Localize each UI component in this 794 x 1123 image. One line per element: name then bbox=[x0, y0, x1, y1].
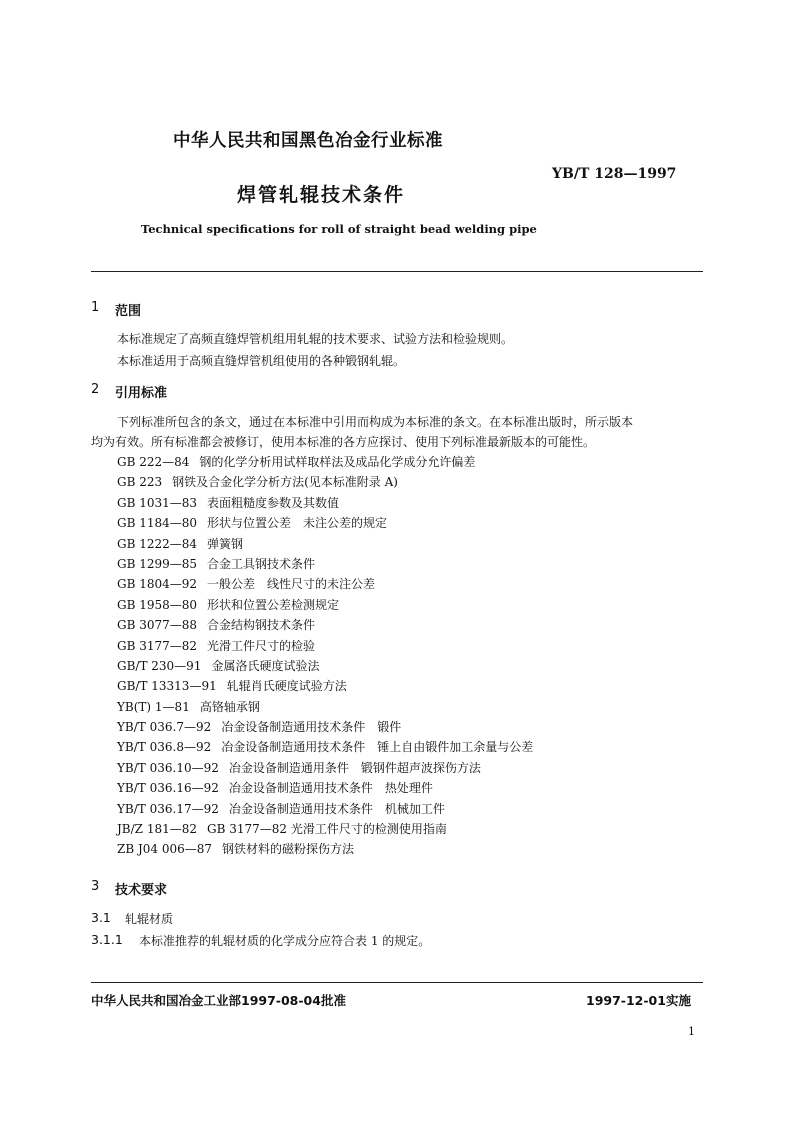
section-1-paragraph-1: 本标准规定了高频直缝焊管机组用轧辊的技术要求、试验方法和检验规则。 bbox=[117, 332, 514, 346]
reference-item bbox=[117, 697, 533, 717]
reference-code: GB 1031—83 bbox=[117, 495, 198, 510]
reference-title: 冶金设备制造通用技术条件 锻件 bbox=[221, 720, 402, 735]
reference-code: YB/T 036.17—92 bbox=[117, 801, 219, 816]
reference-item bbox=[117, 839, 533, 859]
page-number: 1 bbox=[688, 1025, 695, 1038]
reference-code: GB 1184—80 bbox=[117, 516, 198, 531]
reference-title: GB 3177—82 光滑工件尺寸的检测使用指南 bbox=[207, 822, 447, 837]
reference-code: GB/T 13313—91 bbox=[117, 679, 217, 694]
section-1-number: 1 bbox=[91, 300, 100, 315]
reference-code: GB 1222—84 bbox=[117, 536, 198, 551]
english-title: Technical specifications for roll of straight bead welding pipe bbox=[141, 222, 537, 236]
reference-title: 合金结构钢技术条件 bbox=[207, 618, 316, 633]
effective-date: 1997-12-01实施 bbox=[586, 993, 691, 1008]
reference-code: YB/T 036.7—92 bbox=[117, 720, 212, 735]
reference-code: GB 3177—82 bbox=[117, 638, 198, 653]
reference-title: 形状与位置公差 未注公差的规定 bbox=[207, 516, 388, 531]
reference-code: JB/Z 181—82 bbox=[117, 822, 197, 837]
reference-item bbox=[117, 758, 533, 778]
standard-number: YB/T 128—1997 bbox=[552, 166, 677, 182]
section-2-heading: 引用标准 bbox=[115, 386, 168, 401]
reference-item bbox=[117, 472, 533, 492]
reference-code: GB 1958—80 bbox=[117, 597, 198, 612]
reference-title: 钢铁材料的磁粉探伤方法 bbox=[222, 842, 355, 857]
reference-title: 合金工具钢技术条件 bbox=[207, 556, 316, 571]
reference-title: 光滑工件尺寸的检验 bbox=[207, 638, 316, 653]
reference-item bbox=[117, 595, 533, 615]
header-divider bbox=[91, 271, 703, 272]
clause-3-1-1-text: 本标准推荐的轧辊材质的化学成分应符合表 1 的规定。 bbox=[139, 934, 431, 948]
section-3-number: 3 bbox=[91, 879, 100, 894]
reference-code: GB/T 230—91 bbox=[117, 658, 202, 673]
subsection-3-1-title: 轧辊材质 bbox=[125, 912, 174, 926]
subsection-3-1-number: 3.1 bbox=[91, 910, 111, 925]
reference-item bbox=[117, 799, 533, 819]
reference-code: YB/T 036.10—92 bbox=[117, 760, 219, 775]
clause-3-1-1-number: 3.1.1 bbox=[91, 932, 123, 947]
reference-item bbox=[117, 615, 533, 635]
reference-item bbox=[117, 493, 533, 513]
reference-code: GB 1299—85 bbox=[117, 556, 198, 571]
reference-code: YB/T 036.8—92 bbox=[117, 740, 212, 755]
footer-divider bbox=[91, 982, 703, 983]
normative-references-list bbox=[117, 452, 533, 860]
reference-code: YB/T 036.16—92 bbox=[117, 781, 219, 796]
reference-title: 冶金设备制造通用技术条件 机械加工件 bbox=[228, 801, 445, 816]
reference-item bbox=[117, 534, 533, 554]
section-2-intro-line-2: 均为有效。所有标准都会被修订，使用本标准的各方应探讨、使用下列标准最新版本的可能性。 bbox=[91, 435, 596, 449]
org-title: 中华人民共和国黑色冶金行业标准 bbox=[173, 131, 443, 151]
reference-item bbox=[117, 656, 533, 676]
reference-title: 钢铁及合金化学分析方法(见本标准附录 A) bbox=[172, 475, 398, 490]
reference-code: GB 3077—88 bbox=[117, 618, 198, 633]
reference-item bbox=[117, 513, 533, 533]
reference-title: 弹簧钢 bbox=[207, 536, 244, 551]
reference-title: 高铬轴承钢 bbox=[199, 699, 260, 714]
reference-title: 形状和位置公差检测规定 bbox=[207, 597, 340, 612]
reference-title: 冶金设备制造通用条件 锻钢件超声波探伤方法 bbox=[228, 760, 481, 775]
reference-code: GB 1804—92 bbox=[117, 577, 198, 592]
section-2-intro-line-1: 下列标准所包含的条文，通过在本标准中引用而构成为本标准的条文。在本标准出版时，所示版本 bbox=[117, 415, 634, 429]
reference-title: 轧辊肖氏硬度试验方法 bbox=[226, 679, 347, 694]
reference-code: YB(T) 1—81 bbox=[117, 699, 190, 714]
section-3-heading: 技术要求 bbox=[115, 883, 168, 898]
reference-item bbox=[117, 452, 533, 472]
reference-code: GB 222—84 bbox=[117, 455, 190, 469]
reference-title: 钢的化学分析用试样取样法及成品化学成分允许偏差 bbox=[199, 455, 476, 469]
reference-item bbox=[117, 676, 533, 696]
reference-item bbox=[117, 636, 533, 656]
reference-item bbox=[117, 737, 533, 757]
reference-item bbox=[117, 574, 533, 594]
reference-title: 金属洛氏硬度试验法 bbox=[211, 658, 320, 673]
section-2-number: 2 bbox=[91, 382, 100, 397]
reference-item bbox=[117, 819, 533, 839]
reference-title: 表面粗糙度参数及其数值 bbox=[207, 495, 340, 510]
reference-title: 一般公差 线性尺寸的未注公差 bbox=[207, 577, 376, 592]
reference-item bbox=[117, 717, 533, 737]
reference-title: 冶金设备制造通用技术条件 热处理件 bbox=[228, 781, 433, 796]
section-1-paragraph-2: 本标准适用于高频直缝焊管机组使用的各种锻钢轧辊。 bbox=[117, 354, 406, 368]
reference-item bbox=[117, 554, 533, 574]
reference-title: 冶金设备制造通用技术条件 锤上自由锻件加工余量与公差 bbox=[221, 740, 534, 755]
section-1-heading: 范围 bbox=[115, 304, 142, 319]
reference-code: GB 223 bbox=[117, 475, 163, 490]
approval-statement: 中华人民共和国冶金工业部1997-08-04批准 bbox=[91, 993, 346, 1008]
reference-item bbox=[117, 778, 533, 798]
document-title: 焊管轧辊技术条件 bbox=[237, 184, 406, 206]
reference-code: ZB J04 006—87 bbox=[117, 842, 213, 857]
